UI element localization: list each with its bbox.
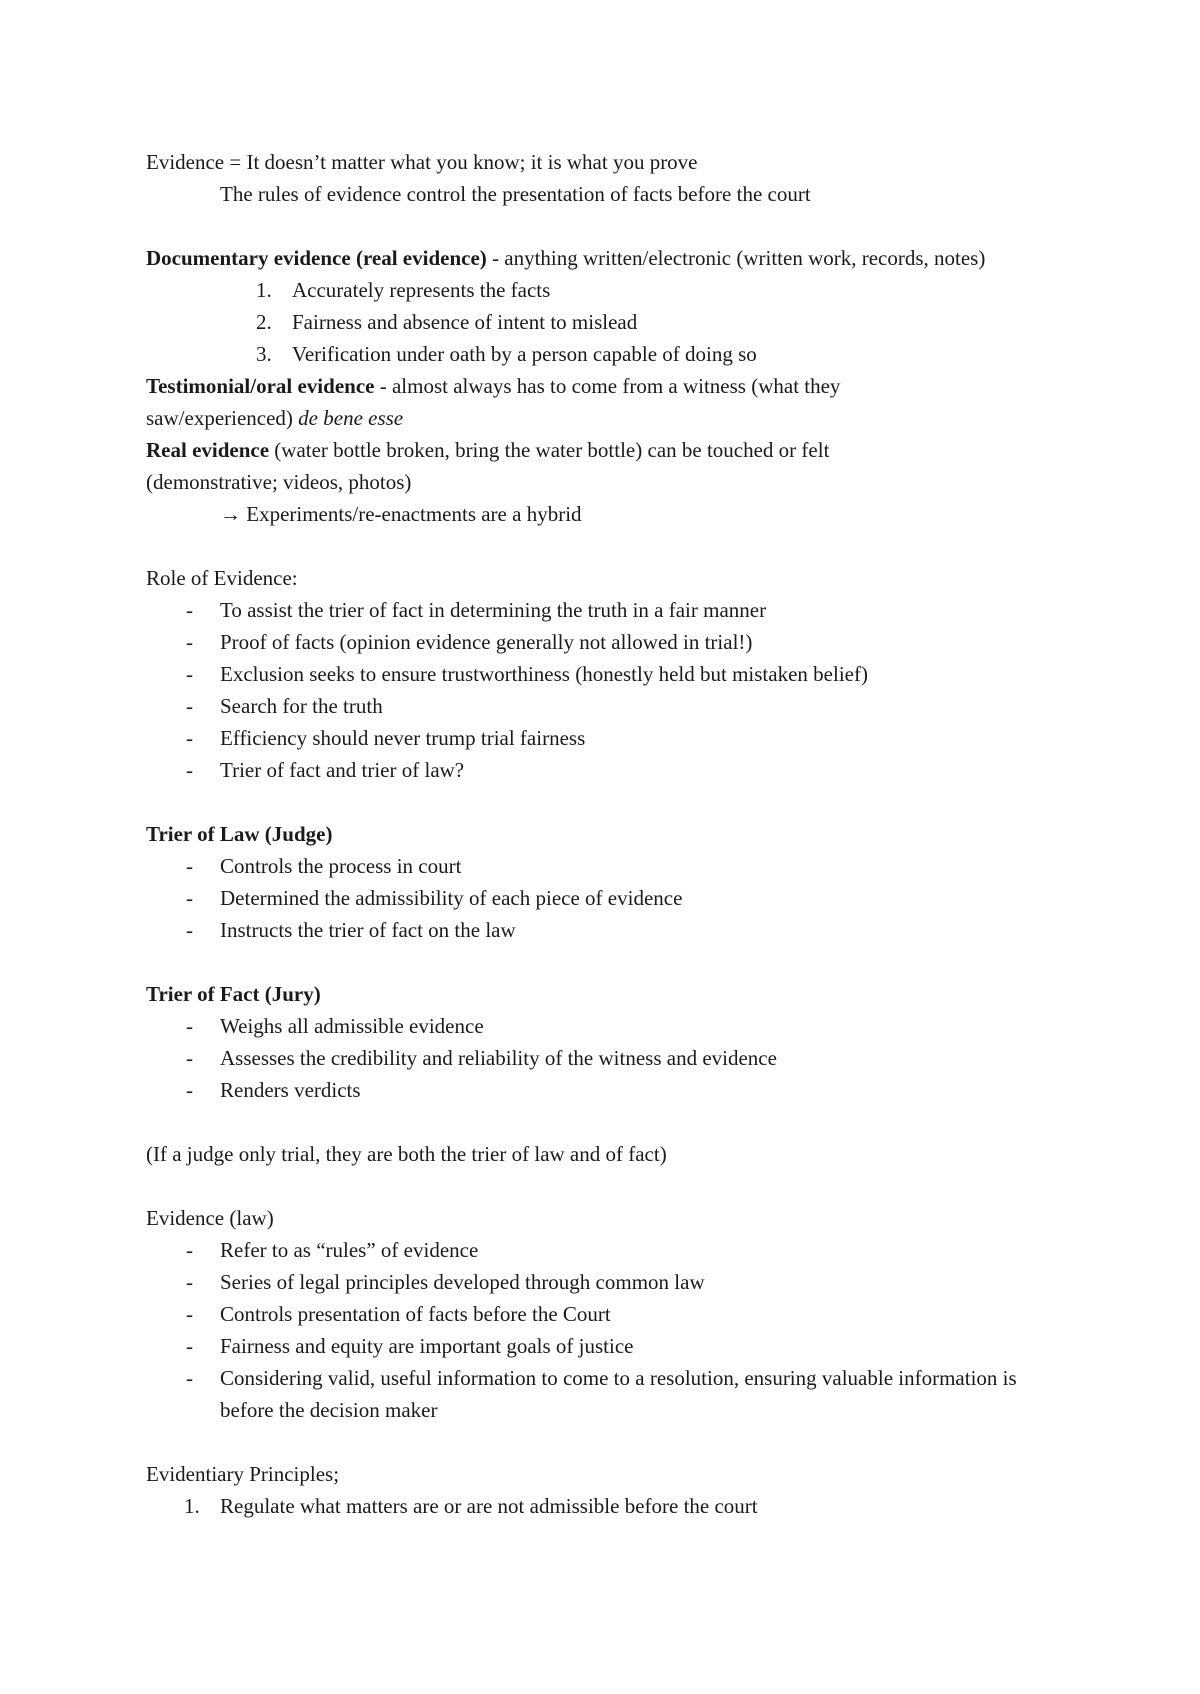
list-item: [146, 690, 1066, 722]
list-item: [146, 658, 1066, 690]
list-item-text: Trier of fact and trier of law?: [220, 758, 465, 782]
list-item: [146, 594, 1066, 626]
list-item-text: Considering valid, useful information to come to a resolution, ensuring valuable information is before the decision maker: [220, 1366, 1017, 1422]
documentary-heading: Documentary evidence (real evidence): [146, 246, 487, 270]
dash-bullet: -: [186, 1238, 193, 1262]
dash-bullet: -: [186, 1078, 193, 1102]
list-item-text: Verification under oath by a person capable of doing so: [292, 342, 757, 366]
list-item: [146, 274, 1066, 306]
document-body: [146, 146, 1066, 1522]
trier-fact-heading: [146, 978, 1066, 1010]
documentary-paragraph: [146, 242, 1066, 274]
principles-heading: Evidentiary Principles;: [146, 1462, 340, 1486]
testimonial-latin: de bene esse: [298, 406, 404, 430]
list-item-text: Controls the process in court: [220, 854, 462, 878]
dash-bullet: -: [186, 854, 193, 878]
list-item: [146, 1074, 1066, 1106]
spacer: [146, 786, 1066, 818]
dash-bullet: -: [186, 886, 193, 910]
list-item-text: Proof of facts (opinion evidence generally not allowed in trial!): [220, 630, 753, 654]
trier-law-heading-text: Trier of Law (Judge): [146, 822, 333, 846]
real-paragraph: [146, 434, 936, 498]
list-item-text: Fairness and equity are important goals of justice: [220, 1334, 634, 1358]
real-arrow-line: → Experiments/re-enactments are a hybrid: [220, 502, 582, 526]
dash-bullet: -: [186, 726, 193, 750]
list-item-text: Series of legal principles developed through common law: [220, 1270, 705, 1294]
list-item: [146, 914, 1066, 946]
list-item: [146, 882, 1066, 914]
list-number: 1.: [256, 278, 272, 302]
list-item: [146, 1490, 1066, 1522]
real-desc: (water bottle broken, bring the water bottle) can be touched or felt (demonstrative; videos, photos): [146, 438, 830, 494]
dash-bullet: -: [186, 1302, 193, 1326]
list-item-text: Refer to as “rules” of evidence: [220, 1238, 479, 1262]
list-item: [146, 754, 1066, 786]
intro-line: Evidence = It doesn’t matter what you know; it is what you prove: [146, 150, 698, 174]
list-item-text: Regulate what matters are or are not admissible before the court: [220, 1494, 758, 1518]
dash-bullet: -: [186, 598, 193, 622]
list-number: 3.: [256, 342, 272, 366]
list-item: [146, 1234, 1066, 1266]
judge-only-note: (If a judge only trial, they are both the trier of law and of fact): [146, 1142, 667, 1166]
list-item-text: Instructs the trier of fact on the law: [220, 918, 516, 942]
list-item: [146, 1330, 1066, 1362]
list-item: [146, 1298, 1066, 1330]
dash-bullet: -: [186, 694, 193, 718]
dash-bullet: -: [186, 630, 193, 654]
testimonial-heading: Testimonial/oral evidence: [146, 374, 375, 398]
evidence-law-heading: Evidence (law): [146, 1206, 274, 1230]
spacer: [146, 210, 1066, 242]
trier-law-heading: [146, 818, 1066, 850]
spacer: [146, 530, 1066, 562]
list-item: [146, 1266, 1066, 1298]
spacer: [146, 1106, 1066, 1138]
list-item-text: Assesses the credibility and reliability of the witness and evidence: [220, 1046, 777, 1070]
list-item: [146, 338, 1066, 370]
dash-bullet: -: [186, 1270, 193, 1294]
documentary-desc: - anything written/electronic (written work, records, notes): [486, 246, 986, 270]
dash-bullet: -: [186, 1014, 193, 1038]
list-item: [146, 850, 1066, 882]
intro-subline: The rules of evidence control the presentation of facts before the court: [220, 182, 811, 206]
dash-bullet: -: [186, 758, 193, 782]
list-item-text: Fairness and absence of intent to mislead: [292, 310, 638, 334]
list-item-text: Weighs all admissible evidence: [220, 1014, 484, 1038]
list-number: 2.: [256, 310, 272, 334]
list-item-text: Efficiency should never trump trial fairness: [220, 726, 586, 750]
dash-bullet: -: [186, 662, 193, 686]
list-item-text: Determined the admissibility of each piece of evidence: [220, 886, 683, 910]
spacer: [146, 1426, 1066, 1458]
dash-bullet: -: [186, 1334, 193, 1358]
dash-bullet: -: [186, 1046, 193, 1070]
list-item: [146, 1010, 1066, 1042]
list-item-text: Accurately represents the facts: [292, 278, 551, 302]
spacer: [146, 946, 1066, 978]
list-item-text: Search for the truth: [220, 694, 383, 718]
list-item-text: Exclusion seeks to ensure trustworthiness (honestly held but mistaken belief): [220, 662, 868, 686]
testimonial-paragraph: [146, 370, 916, 434]
list-number: 1.: [184, 1494, 200, 1518]
list-item-text: To assist the trier of fact in determining the truth in a fair manner: [220, 598, 767, 622]
spacer: [146, 1170, 1066, 1202]
list-item-text: Controls presentation of facts before the Court: [220, 1302, 611, 1326]
dash-bullet: -: [186, 1366, 193, 1390]
trier-fact-heading-text: Trier of Fact (Jury): [146, 982, 321, 1006]
testimonial-desc: - almost always has to come from a witness (what they saw/experienced): [146, 374, 841, 430]
list-item: [146, 306, 1066, 338]
list-item-text: Renders verdicts: [220, 1078, 361, 1102]
list-item: [146, 1042, 1066, 1074]
role-heading: Role of Evidence:: [146, 566, 298, 590]
list-item: [146, 722, 1066, 754]
dash-bullet: -: [186, 918, 193, 942]
real-heading: Real evidence: [146, 438, 270, 462]
list-item: [146, 1362, 1020, 1426]
list-item: [146, 626, 1066, 658]
